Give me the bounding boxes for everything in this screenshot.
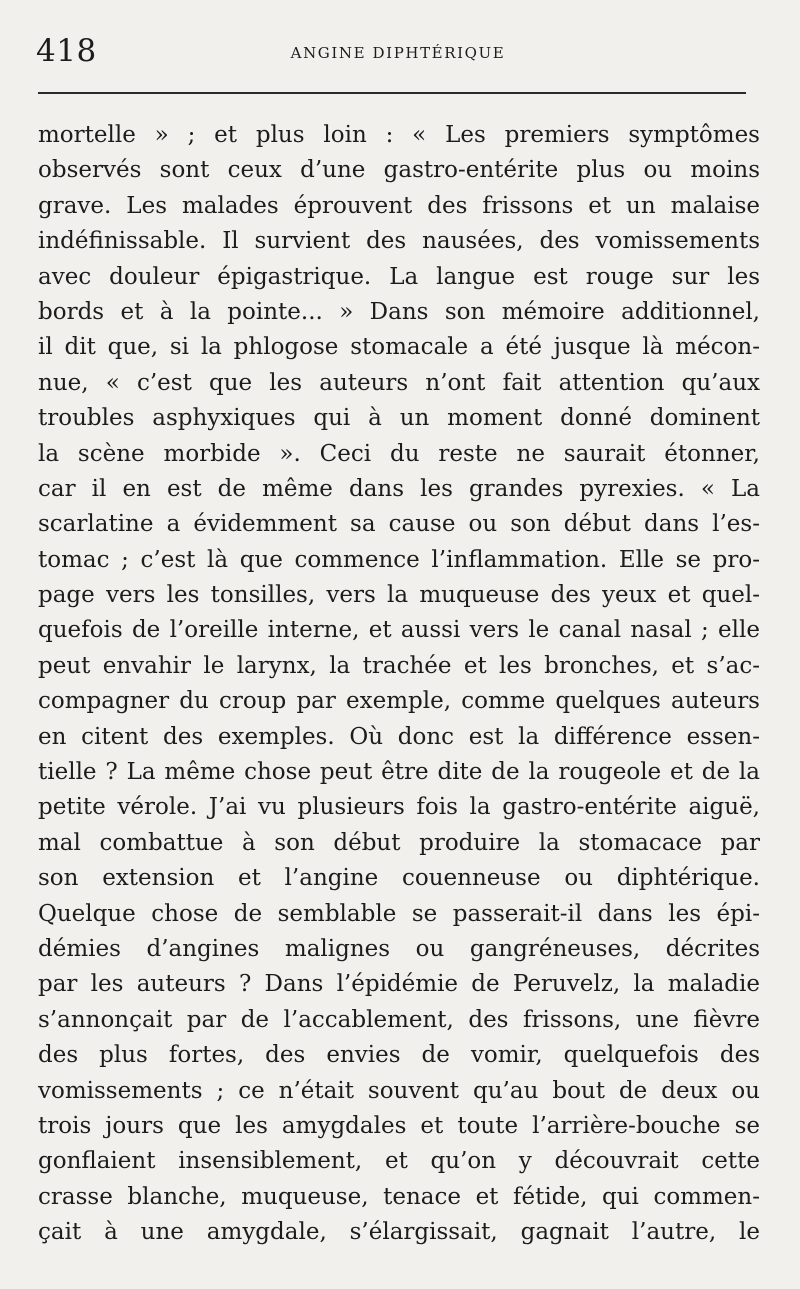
text-line: Quelque chose de semblable se passerait-il dans les épi- [38, 900, 760, 927]
text-line: il dit que, si la phlogose stomacale a été jusque là mécon- [38, 334, 760, 361]
text-line: la scène morbide ». Ceci du reste ne saurait étonner, [38, 440, 760, 467]
text-line: mortelle » ; et plus loin : « Les premiers symptômes [38, 122, 760, 148]
body-text [38, 118, 760, 1251]
text-line: çait à une amygdale, s’élargissait, gagnait l’autre, le [38, 1219, 760, 1246]
text-line: tielle ? La même chose peut être dite de la rougeole et de la [38, 759, 760, 786]
text-line: s’annonçait par de l’accablement, des frissons, une fièvre [38, 1006, 760, 1033]
text-line: grave. Les malades éprouvent des frissons et un malaise [38, 192, 760, 219]
text-line: vomissements ; ce n’était souvent qu’au bout de deux ou [38, 1077, 760, 1104]
text-line: tomac ; c’est là que commence l’inflammation. Elle se pro- [38, 546, 760, 573]
text-line: observés sont ceux d’une gastro-entérite plus ou moins [38, 157, 760, 184]
text-line: petite vérole. J’ai vu plusieurs fois la gastro-entérite aiguë, [38, 794, 760, 821]
text-line: en citent des exemples. Où donc est la différence essen- [38, 723, 760, 750]
running-title: ANGINE DIPHTÉRIQUE [290, 44, 506, 62]
header-rule [38, 92, 746, 94]
text-line: car il en est de même dans les grandes pyrexies. « La [38, 475, 760, 502]
text-line: page vers les tonsilles, vers la muqueuse des yeux et quel- [38, 582, 760, 609]
page-header [36, 30, 760, 80]
text-line: compagner du croup par exemple, comme quelques auteurs [38, 688, 760, 715]
text-line: indéfinissable. Il survient des nausées, des vomissements [38, 228, 760, 255]
page-number: 418 [36, 33, 97, 69]
text-line: démies d’angines malignes ou gangréneuses, décrites [38, 935, 760, 962]
text-line: trois jours que les amygdales et toute l’arrière-bouche se [38, 1112, 760, 1139]
text-line: troubles asphyxiques qui à un moment donné dominent [38, 405, 760, 432]
text-line: nue, « c’est que les auteurs n’ont fait attention qu’aux [38, 369, 760, 396]
text-line: bords et à la pointe... » Dans son mémoire additionnel, [38, 298, 760, 325]
text-line: avec douleur épigastrique. La langue est rouge sur les [38, 263, 760, 290]
text-line: peut envahir le larynx, la trachée et les bronches, et s’ac- [38, 652, 760, 679]
text-line: par les auteurs ? Dans l’épidémie de Peruvelz, la maladie [38, 971, 760, 998]
text-line: quefois de l’oreille interne, et aussi vers le canal nasal ; elle [38, 617, 760, 644]
text-line: crasse blanche, muqueuse, tenace et fétide, qui commen- [38, 1183, 760, 1210]
text-line: scarlatine a évidemment sa cause ou son début dans l’es- [38, 511, 760, 538]
text-line: des plus fortes, des envies de vomir, quelquefois des [38, 1042, 760, 1069]
text-line: gonflaient insensiblement, et qu’on y découvrait cette [38, 1148, 760, 1175]
text-line: mal combattue à son début produire la stomacace par [38, 829, 760, 856]
text-line: son extension et l’angine couenneuse ou diphtérique. [38, 865, 760, 892]
